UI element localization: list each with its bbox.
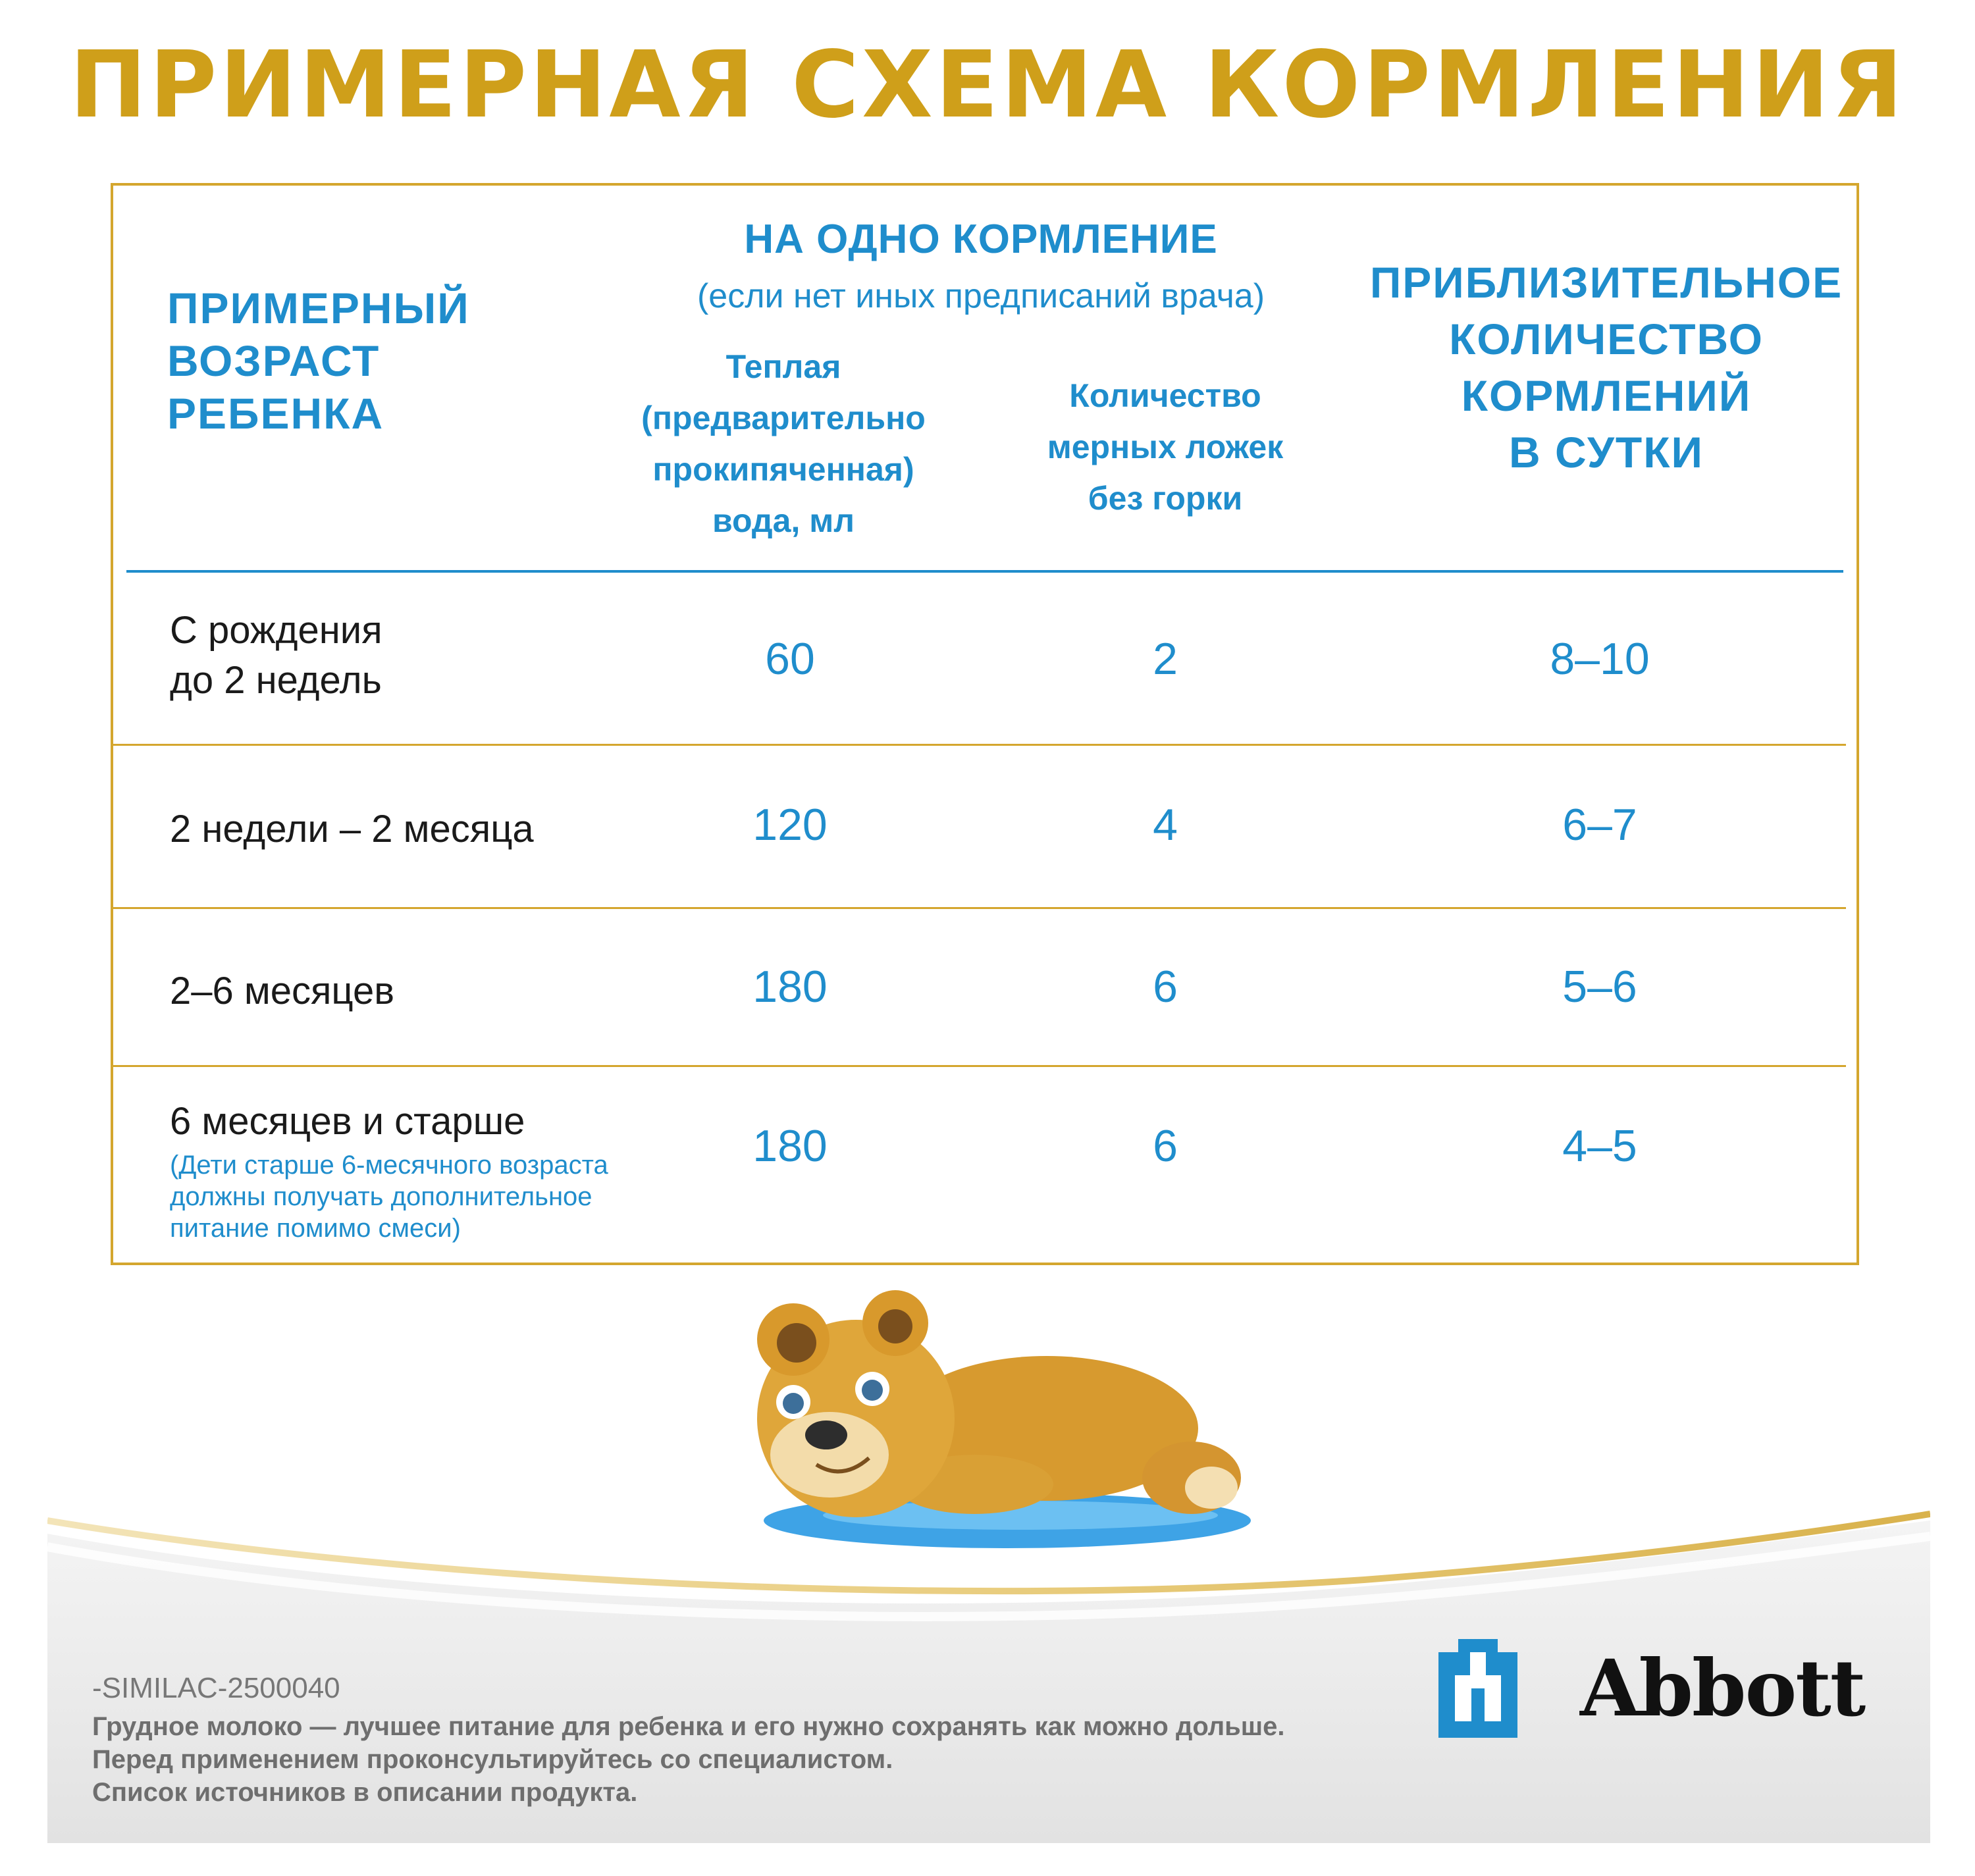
page-title: ПРИМЕРНАЯ СХЕМА КОРМЛЕНИЯ	[69, 32, 1906, 139]
row-2-age: 2 недели – 2 месяца	[170, 808, 534, 850]
disclaimer: Грудное молоко — лучшее питание для ребенка и его нужно сохранять как можно дольше. Перед применением проконсультируйтесь со специалистом. Список источников в описании продукта.	[92, 1712, 1285, 1807]
row-divider	[113, 1065, 1846, 1067]
row-1-water: 60	[765, 634, 815, 684]
header-age: ПРИМЕРНЫЙ ВОЗРАСТ РЕБЕНКА	[167, 284, 470, 438]
row-4-feeds: 4–5	[1562, 1121, 1637, 1171]
product-code: -SIMILAC-2500040	[92, 1672, 340, 1704]
row-4-age: 6 месяцев и старше	[170, 1100, 525, 1143]
row-1-feeds: 8–10	[1550, 634, 1650, 684]
header-per-feeding: НА ОДНО КОРМЛЕНИЕ	[744, 217, 1218, 262]
row-2-feeds: 6–7	[1562, 800, 1637, 850]
row-4-note: (Дети старше 6-месячного возраста должны получать дополнительное питание помимо смеси)	[170, 1151, 608, 1243]
row-1-age: С рождения до 2 недель	[170, 609, 382, 702]
row-4-water: 180	[752, 1121, 828, 1171]
header-spoons: Количество мерных ложек без горки	[1047, 377, 1284, 517]
row-3-spoons: 6	[1153, 962, 1178, 1012]
row-1-spoons: 2	[1153, 634, 1178, 684]
row-divider	[113, 907, 1846, 909]
brand-name: Abbott	[1580, 1642, 1865, 1734]
row-3-feeds: 5–6	[1562, 962, 1637, 1012]
teddy-bear-illustration	[678, 1290, 1304, 1567]
header-feeds-per-day: ПРИБЛИЗИТЕЛЬНОЕ КОЛИЧЕСТВО КОРМЛЕНИЙ В СУТКИ	[1369, 258, 1843, 477]
row-2-water: 120	[752, 800, 828, 850]
header-water: Теплая (предварительно прокипяченная) вода, мл	[641, 348, 926, 539]
row-3-water: 180	[752, 962, 828, 1012]
row-4-spoons: 6	[1153, 1121, 1178, 1171]
row-3-age: 2–6 месяцев	[170, 970, 395, 1012]
header-divider	[126, 570, 1843, 573]
row-2-spoons: 4	[1153, 800, 1178, 850]
header-per-feeding-note: (если нет иных предписаний врача)	[697, 277, 1265, 315]
abbott-logo-icon	[1432, 1639, 1524, 1738]
row-divider	[113, 744, 1846, 746]
